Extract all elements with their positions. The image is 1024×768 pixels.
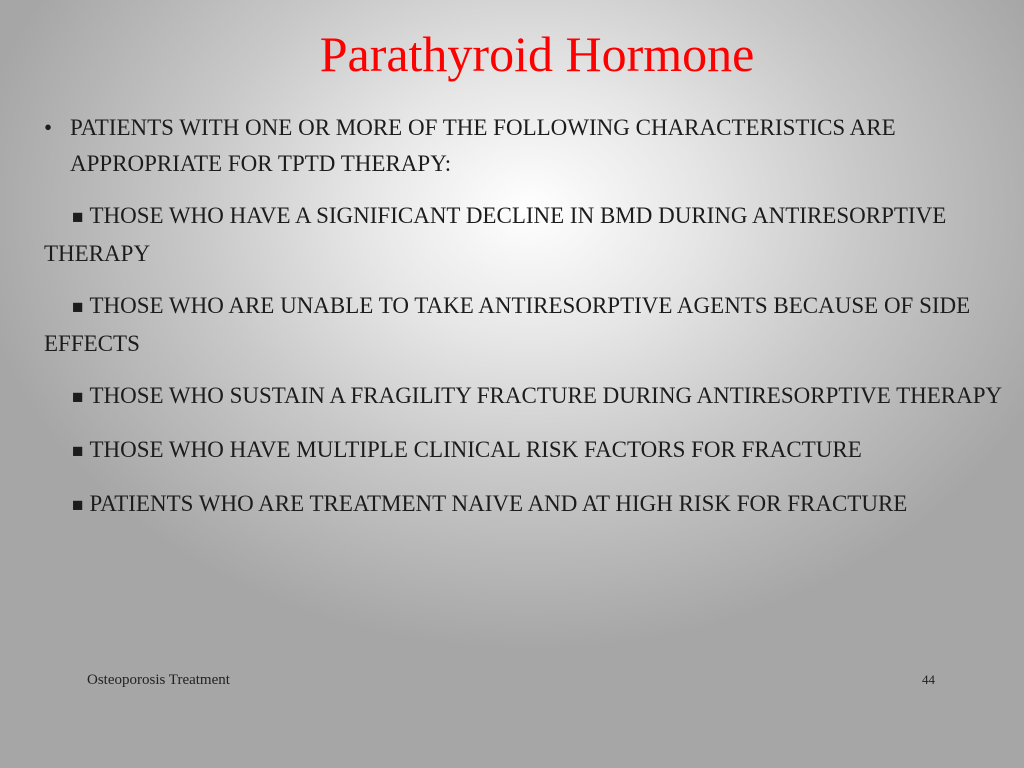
square-bullet-icon: ■ bbox=[72, 387, 84, 408]
square-bullet-icon: ■ bbox=[72, 495, 84, 516]
sub-item-text: THOSE WHO HAVE MULTIPLE CLINICAL RISK FACTORS FOR FRACTURE bbox=[89, 437, 862, 462]
square-bullet-icon: ■ bbox=[72, 441, 84, 462]
sub-item-text: THOSE WHO HAVE A SIGNIFICANT DECLINE IN BMD DURING ANTIRESORPTIVE THERAPY bbox=[44, 203, 947, 266]
bullet-marker: • bbox=[44, 115, 53, 140]
sub-item-significant-decline bbox=[44, 198, 1004, 272]
square-bullet-icon: ■ bbox=[72, 207, 84, 228]
sub-item-text: PATIENTS WHO ARE TREATMENT NAIVE AND AT HIGH RISK FOR FRACTURE bbox=[89, 491, 908, 516]
lead-bullet-item bbox=[44, 110, 1004, 182]
slide-number: 44 bbox=[922, 672, 935, 687]
sub-item-text: THOSE WHO SUSTAIN A FRAGILITY FRACTURE DURING ANTIRESORPTIVE THERAPY bbox=[89, 383, 1003, 408]
sub-item-multiple-risk-factors bbox=[44, 432, 1004, 470]
sub-item-text: THOSE WHO ARE UNABLE TO TAKE ANTIRESORPTIVE AGENTS BECAUSE OF SIDE EFFECTS bbox=[44, 293, 971, 356]
sub-item-treatment-naive bbox=[44, 486, 1004, 524]
lead-bullet-text: PATIENTS WITH ONE OR MORE OF THE FOLLOWING CHARACTERISTICS ARE APPROPRIATE FOR TPTD THERAPY: bbox=[70, 115, 896, 176]
square-bullet-icon: ■ bbox=[72, 297, 84, 318]
footer-text: Osteoporosis Treatment bbox=[87, 672, 230, 688]
sub-item-unable-to-take bbox=[44, 288, 1004, 362]
sub-item-fragility-fracture bbox=[44, 378, 1004, 416]
slide-title: Parathyroid Hormone bbox=[319, 26, 755, 82]
slide-body bbox=[44, 110, 1004, 540]
